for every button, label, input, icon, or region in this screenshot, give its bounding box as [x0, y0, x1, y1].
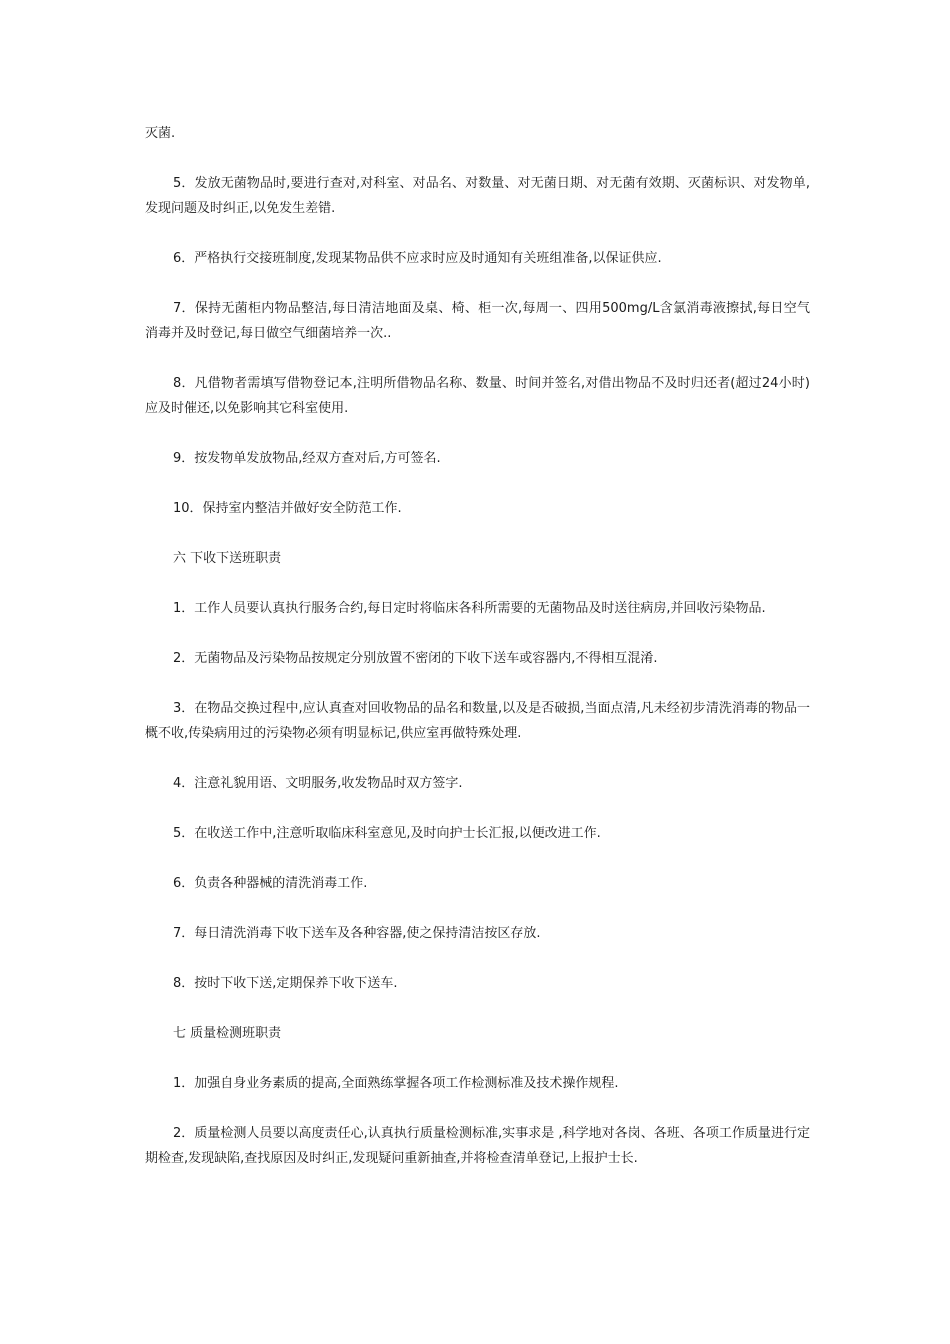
paragraph-s6-item-2: 2．无菌物品及污染物品按规定分别放置不密闭的下收下送车或容器内,不得相互混淆. — [173, 651, 658, 666]
document-body — [145, 121, 810, 1196]
paragraph-item-9-signing: 9．按发物单发放物品,经双方查对后,方可签名. — [173, 451, 441, 466]
paragraph-s6-item-7: 7．每日清洗消毒下收下送车及各种容器,使之保持清洁按区存放. — [173, 926, 541, 941]
paragraph-sterilization-tail: 灭菌. — [145, 126, 176, 141]
paragraph-s6-item-5: 5．在收送工作中,注意听取临床科室意见,及时向护士长汇报,以便改进工作. — [173, 826, 601, 841]
paragraph-s6-item-8: 8．按时下收下送,定期保养下收下送车. — [173, 976, 398, 991]
paragraph-s6-item-4: 4．注意礼貌用语、文明服务,收发物品时双方签字. — [173, 776, 463, 791]
paragraph-item-5-dispatch: 5．发放无菌物品时,要进行查对,对科室、对品名、对数量、对无菌日期、对无菌有效期、灭菌标识、对发物单,发现问题及时纠正,以免发生差错. — [145, 176, 810, 216]
section-heading-six: 六 下收下送班职责 — [173, 551, 282, 566]
paragraph-s6-item-3: 3．在物品交换过程中,应认真查对回收物品的品名和数量,以及是否破损,当面点清,凡未经初步清洗消毒的物品一概不收,传染病用过的污染物必须有明显标记,供应室再做特殊处理. — [145, 701, 810, 741]
paragraph-s6-item-1: 1．工作人员要认真执行服务合约,每日定时将临床各科所需要的无菌物品及时送往病房,并回收污染物品. — [173, 601, 766, 616]
paragraph-s7-item-2: 2．质量检测人员要以高度责任心,认真执行质量检测标准,实事求是 ,科学地对各岗、各班、各项工作质量进行定期检查,发现缺陷,查找原因及时纠正,发现疑问重新抽查,并将检查清单登记,上报护士长. — [145, 1126, 810, 1166]
section-heading-seven: 七 质量检测班职责 — [173, 1026, 282, 1041]
paragraph-item-8-borrowing: 8．凡借物者需填写借物登记本,注明所借物品名称、数量、时间并签名,对借出物品不及时归还者(超过24小时)应及时催还,以免影响其它科室使用. — [145, 376, 810, 416]
paragraph-s6-item-6: 6．负责各种器械的清洗消毒工作. — [173, 876, 368, 891]
paragraph-item-10-safety: 10．保持室内整洁并做好安全防范工作. — [173, 501, 402, 516]
paragraph-item-6-handover: 6．严格执行交接班制度,发现某物品供不应求时应及时通知有关班组准备,以保证供应. — [173, 251, 662, 266]
paragraph-s7-item-1: 1．加强自身业务素质的提高,全面熟练掌握各项工作检测标准及技术操作规程. — [173, 1076, 619, 1091]
paragraph-item-7-cabinet: 7．保持无菌柜内物品整洁,每日清洁地面及桌、椅、柜一次,每周一、四用500mg/L含氯消毒液擦拭,每日空气消毒并及时登记,每日做空气细菌培养一次.. — [145, 301, 810, 341]
